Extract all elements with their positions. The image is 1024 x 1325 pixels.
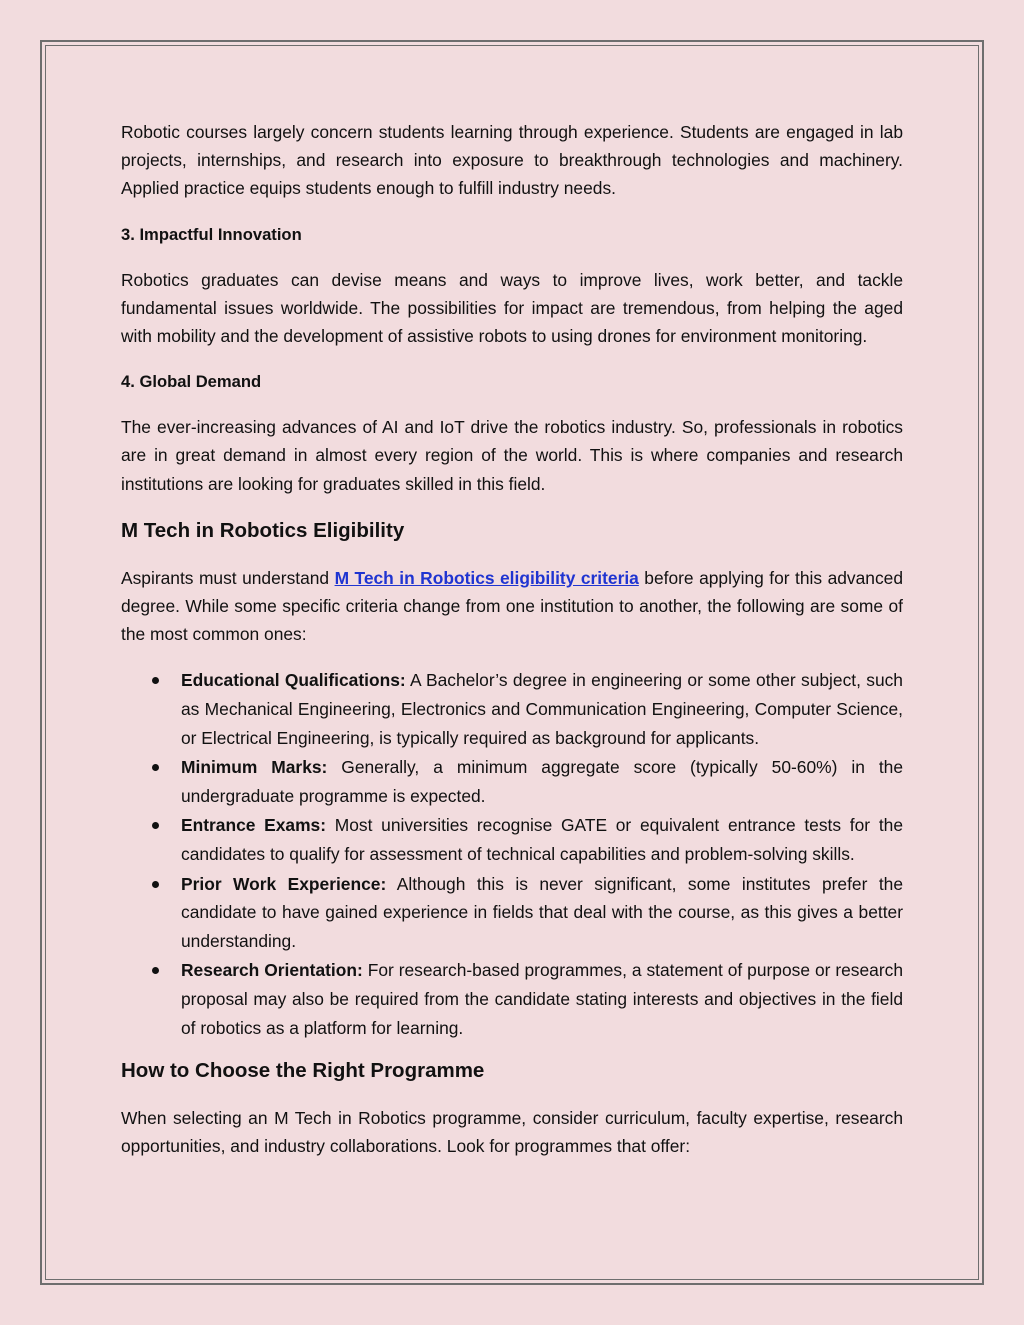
list-item-text: A Bachelor’s degree in engineering or some other subject, such as Mechanical Engineering, Electronics and Communication Engineering, Computer Science, or Electrical Engineering, is typically required as background for applicants.	[181, 670, 903, 748]
list-item	[121, 811, 903, 868]
document-body	[121, 118, 903, 1179]
choose-programme-paragraph: When selecting an M Tech in Robotics programme, consider curriculum, faculty expertise, research opportunities, and industry collaborations. Look for programmes that offer:	[121, 1108, 903, 1157]
impactful-innovation-paragraph: Robotics graduates can devise means and ways to improve lives, work better, and tackle fundamental issues worldwide. The possibilities for impact are tremendous, from helping the aged with mobility and the development of assistive robots to using drones for environment monitoring.	[121, 269, 903, 347]
list-item-text: Although this is never significant, some institutes prefer the candidate to have gained experience in fields that deal with the course, as this gives a better understanding.	[181, 873, 903, 951]
eligibility-intro-after: before applying for this advanced degree. While some specific criteria change from one institution to another, the following are some of the most common ones:	[121, 567, 903, 645]
list-item-label: Minimum Marks:	[181, 757, 328, 778]
list-item-label: Entrance Exams:	[181, 815, 327, 836]
global-demand-paragraph: The ever-increasing advances of AI and IoT drive the robotics industry. So, professionals in robotics are in great demand in almost every region of the world. This is where companies and research institutions are looking for graduates skilled in this field.	[121, 417, 903, 494]
list-item	[121, 870, 903, 956]
eligibility-list	[121, 666, 903, 1042]
list-item-text: Most universities recognise GATE or equivalent entrance tests for the candidates to qualify for assessment of technical capabilities and problem-solving skills.	[181, 815, 903, 864]
impactful-innovation-heading: 3. Impactful Innovation	[121, 224, 302, 244]
list-item-text: For research-based programmes, a statement of purpose or research proposal may also be required from the candidate stating interests and objectives in the field of robotics as a platform for learning.	[181, 960, 903, 1038]
list-item	[121, 666, 903, 752]
bullet-icon	[152, 822, 159, 829]
list-item-text: Generally, a minimum aggregate score (typically 50-60%) in the undergraduate programme is expected.	[181, 757, 903, 806]
list-item-label: Research Orientation:	[181, 960, 363, 981]
intro-paragraph: Robotic courses largely concern students learning through experience. Students are engaged in lab projects, internships, and research into exposure to breakthrough technologies and machinery. Applied practice equips students enough to fulfill industry needs.	[121, 122, 903, 199]
eligibility-intro-before: Aspirants must understand	[121, 567, 335, 588]
eligibility-intro-paragraph	[121, 564, 903, 649]
list-item-label: Educational Qualifications:	[181, 670, 406, 691]
bullet-icon	[152, 881, 159, 888]
bullet-icon	[152, 967, 159, 974]
eligibility-heading: M Tech in Robotics Eligibility	[121, 518, 405, 542]
global-demand-heading: 4. Global Demand	[121, 372, 262, 392]
eligibility-criteria-link[interactable]: M Tech in Robotics eligibility criteria	[334, 567, 639, 588]
bullet-icon	[152, 677, 159, 684]
list-item	[121, 956, 903, 1042]
bullet-icon	[152, 764, 159, 771]
choose-programme-heading: How to Choose the Right Programme	[121, 1059, 485, 1083]
list-item	[121, 753, 903, 810]
list-item-label: Prior Work Experience:	[181, 873, 387, 894]
